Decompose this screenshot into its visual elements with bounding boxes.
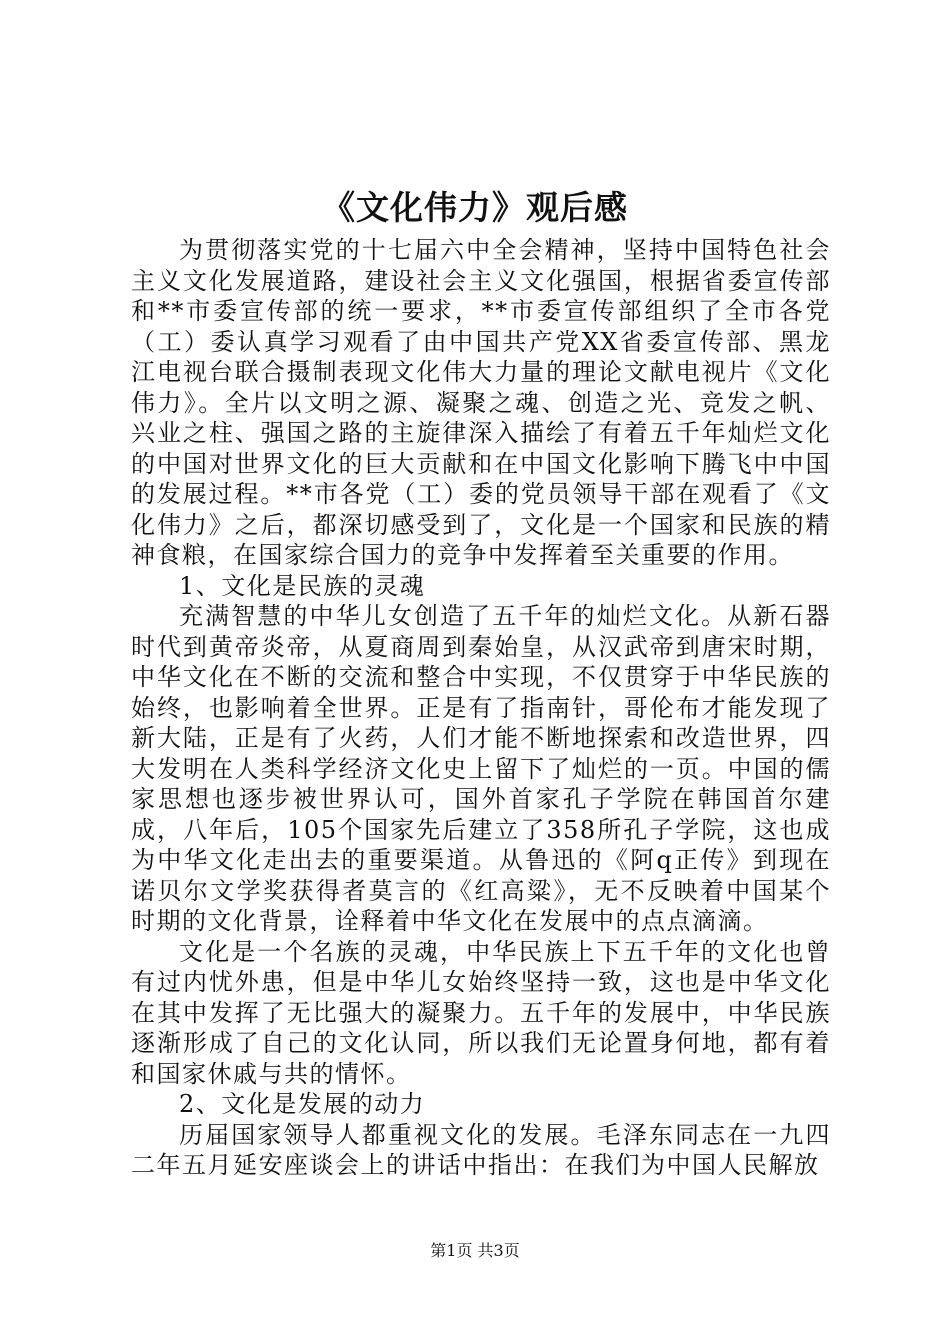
paragraph-leaders: 历届国家领导人都重视文化的发展。毛泽东同志在一九四二年五月延安座谈会上的讲话中指出：在我们为中国人民解放 <box>131 1120 831 1179</box>
page-footer: 第1页 共3页 <box>430 1241 520 1260</box>
page-title: 《文化伟力》观后感 <box>322 188 628 227</box>
document-body <box>131 235 831 1181</box>
paragraph-culture-history: 充满智慧的中华儿女创造了五千年的灿烂文化。从新石器时代到黄帝炎帝，从夏商周到秦始皇，从汉武帝到唐宋时期，中华文化在不断的交流和整合中实现，不仅贯穿于中华民族的始终，也影响着全世界。正是有了指南针，哥伦布才能发现了新大陆，正是有了火药，人们才能不断地探索和改造世界，四大发明在人类科学经济文化史上留下了灿烂的一页。中国的儒家思想也逐步被世界认可，国外首家孔子学院在韩国首尔建成，八年后，105个国家先后建立了358所孔子学院，这也成为中华文化走出去的重要渠道。从鲁迅的《阿q正传》到现在诺贝尔文学奖获得者莫言的《红高粱》，无不反映着中国某个时期的文化背景，诠释着中华文化在发展中的点点滴滴。 <box>131 602 831 935</box>
paragraph-intro: 为贯彻落实党的十七届六中全会精神，坚持中国特色社会主义文化发展道路，建设社会主义文化强国，根据省委宣传部和**市委宣传部的统一要求，**市委宣传部组织了全市各党（工）委认真学习观看了由中国共产党XX省委宣传部、黑龙江电视台联合摄制表现文化伟大力量的理论文献电视片《文化伟力》。全片以文明之源、凝聚之魂、创造之光、竞发之帆、兴业之柱、强国之路的主旋律深入描绘了有着五千年灿烂文化的中国对世界文化的巨大贡献和在中国文化影响下腾飞中中国的发展过程。**市各党（工）委的党员领导干部在观看了《文化伟力》之后，都深切感受到了，文化是一个国家和民族的精神食粮，在国家综合国力的竞争中发挥着至关重要的作用。 <box>131 236 831 569</box>
section-heading-1: 1、文化是民族的灵魂 <box>179 571 426 600</box>
paragraph-culture-soul: 文化是一个名族的灵魂，中华民族上下五千年的文化也曾有过内忧外患，但是中华儿女始终坚持一致，这也是中华文化在其中发挥了无比强大的凝聚力。五千年的发展中，中华民族逐渐形成了自己的文化认同，所以我们无论置身何地，都有着和国家休戚与共的情怀。 <box>131 937 831 1088</box>
section-heading-2: 2、文化是发展的动力 <box>179 1090 426 1118</box>
